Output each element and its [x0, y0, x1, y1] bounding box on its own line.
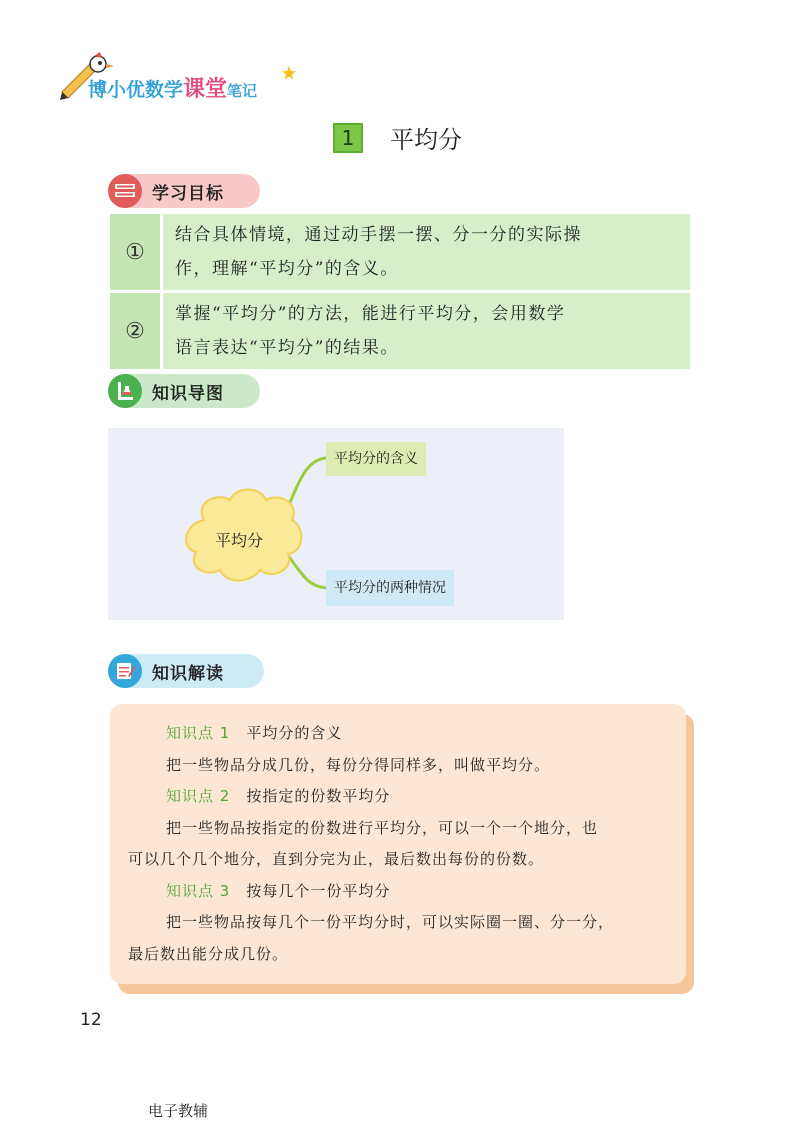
goal-row — [110, 293, 690, 369]
knowledge-point-label: 知识点 1 — [166, 724, 231, 742]
knowledge-point-title: 按指定的份数平均分 — [246, 787, 391, 805]
section-header-goals — [108, 174, 260, 208]
knowledge-text: 把一些物品分成几份，每份分得同样多，叫做平均分。 — [166, 755, 551, 774]
notepad-pen-icon — [108, 654, 142, 688]
goal-text: 结合具体情境，通过动手摆一摆、分一分的实际操 作，理解“平均分”的含义。 — [163, 214, 690, 290]
star-icon — [282, 66, 296, 80]
knowledge-point-title: 按每几个一份平均分 — [246, 881, 391, 900]
page-number: 12 — [80, 1010, 102, 1030]
knowledge-text: 可以几个几个地分，直到分完为止，最后数出每份的份数。 — [128, 850, 545, 868]
lesson-number-badge: 1 — [333, 123, 363, 153]
goal-number: ① — [110, 214, 160, 290]
lesson-title: 平均分 — [390, 126, 462, 154]
mindmap-node-meaning: 平均分的含义 — [326, 442, 426, 476]
knowledge-point-label: 知识点 2 — [166, 787, 231, 805]
knowledge-box — [110, 704, 686, 984]
section-label: 学习目标 — [152, 183, 224, 204]
goal-number: ② — [110, 293, 160, 369]
section-label: 知识导图 — [152, 383, 224, 404]
knowledge-point-heading — [128, 718, 666, 750]
book-stack-icon — [108, 174, 142, 208]
knowledge-text: 最后数出能分成几份。 — [128, 944, 289, 963]
knowledge-point-title: 平均分的含义 — [246, 724, 343, 742]
section-header-reading — [108, 654, 264, 688]
knowledge-text: 把一些物品按每几个一份平均分时，可以实际圈一圈、分一分， — [166, 913, 615, 931]
knowledge-point-heading — [128, 876, 666, 908]
goal-row — [110, 214, 690, 290]
brand-title: 博小优数学课堂笔记 — [88, 77, 258, 102]
knowledge-point-heading — [128, 781, 666, 813]
knowledge-point-label: 知识点 3 — [166, 881, 231, 900]
mind-map — [108, 428, 564, 620]
footer-text: 电子教辅 — [148, 1102, 209, 1120]
brand-logo — [60, 52, 300, 102]
flask-icon — [108, 374, 142, 408]
goal-text: 掌握“平均分”的方法，能进行平均分，会用数学 语言表达“平均分”的结果。 — [163, 293, 690, 369]
knowledge-text: 把一些物品按指定的份数进行平均分，可以一个一个地分，也 — [166, 818, 599, 837]
learning-goals-table — [110, 214, 690, 372]
mindmap-node-two-cases: 平均分的两种情况 — [326, 570, 454, 606]
section-label: 知识解读 — [152, 663, 224, 684]
section-header-mindmap — [108, 374, 260, 408]
mindmap-center-node: 平均分 — [215, 531, 264, 550]
